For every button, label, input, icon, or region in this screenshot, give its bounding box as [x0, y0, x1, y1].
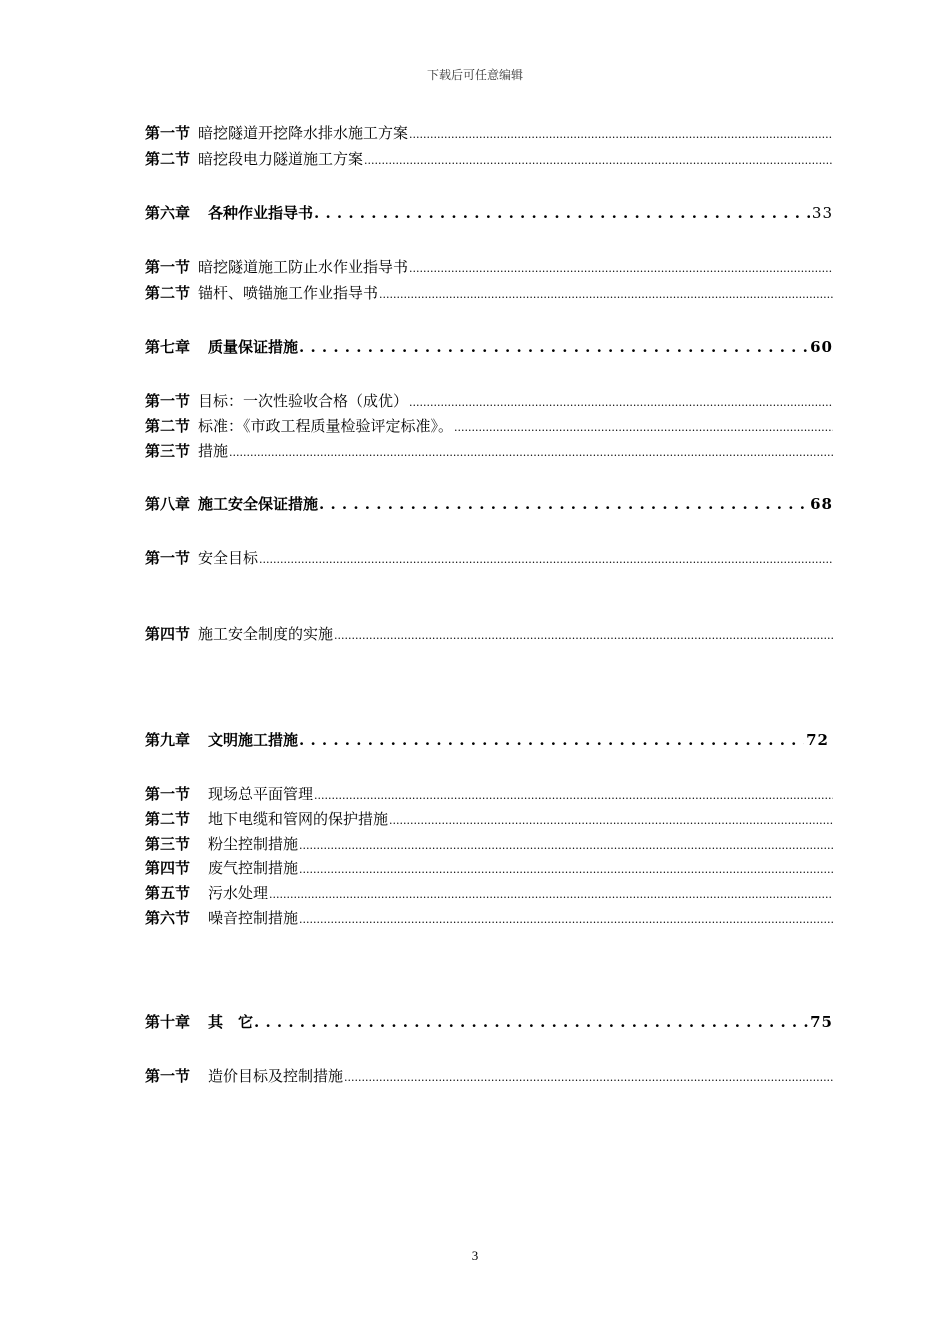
toc-entry-title: 锚杆、喷锚施工作业指导书 — [198, 284, 379, 302]
toc-entry-label — [145, 494, 318, 514]
toc-entry-number: 第一节 — [145, 1067, 191, 1085]
toc-entry-number: 第五节 — [145, 884, 191, 902]
toc-entry-label — [145, 149, 363, 169]
dot-leader — [314, 784, 833, 806]
dot-leader — [299, 834, 833, 856]
toc-entry-number: 第一节 — [145, 258, 191, 276]
dot-leader — [409, 123, 833, 145]
toc-entry-label — [145, 908, 298, 928]
toc-section-entry[interactable] — [145, 1066, 833, 1088]
toc-entry-label — [145, 1012, 253, 1032]
toc-section-entry[interactable] — [145, 123, 833, 145]
toc-entry-number: 第一节 — [145, 124, 191, 142]
dot-leader — [229, 441, 833, 463]
dot-leader — [259, 548, 833, 570]
dot-leader — [409, 257, 833, 279]
toc-section-entry[interactable] — [145, 809, 833, 831]
toc-entry-number: 第三节 — [145, 835, 191, 853]
toc-entry-number: 第一节 — [145, 549, 191, 567]
toc-entry-number: 第八章 — [145, 495, 191, 513]
toc-entry-label — [145, 123, 408, 143]
toc-entry-label — [145, 809, 388, 829]
toc-entry-title: 暗挖隧道开挖降水排水施工方案 — [198, 124, 409, 142]
toc-entry-title: 暗挖段电力隧道施工方案 — [198, 150, 364, 168]
toc-entry-title: 暗挖隧道施工防止水作业指导书 — [198, 258, 409, 276]
toc-section-entry[interactable] — [145, 624, 833, 646]
toc-entry-number: 第四节 — [145, 625, 191, 643]
toc-page-number: 60 — [810, 338, 833, 356]
toc-entry-label — [145, 391, 408, 411]
toc-page-number: 68 — [810, 495, 833, 513]
dot-leader — [454, 416, 833, 438]
toc-entry-label — [145, 337, 298, 357]
dot-leader — [409, 391, 833, 413]
toc-page-number: 75 — [810, 1013, 833, 1031]
dot-leader — [299, 730, 804, 750]
toc-entry-title: 施工安全制度的实施 — [198, 625, 334, 643]
toc-entry-label — [145, 283, 378, 303]
toc-entry-number: 第二节 — [145, 417, 191, 435]
toc-entry-number: 第二节 — [145, 150, 191, 168]
toc-entry-title: 标准：《市政工程质量检验评定标准》。 — [198, 417, 454, 435]
dot-leader — [254, 1012, 808, 1032]
toc-entry-number: 第七章 — [145, 338, 191, 356]
dot-leader — [389, 809, 833, 831]
toc-entry-number: 第二节 — [145, 810, 191, 828]
toc-entry-title: 各种作业指导书 — [208, 204, 314, 222]
toc-chapter-entry[interactable] — [145, 1012, 833, 1032]
toc-entry-title: 施工安全保证措施 — [198, 495, 319, 513]
toc-entry-label — [145, 883, 268, 903]
toc-entry-title: 造价目标及控制措施 — [208, 1067, 344, 1085]
toc-section-entry[interactable] — [145, 883, 833, 905]
toc-section-entry[interactable] — [145, 908, 833, 930]
toc-section-entry[interactable] — [145, 548, 833, 570]
toc-chapter-entry[interactable] — [145, 337, 833, 357]
toc-section-entry[interactable] — [145, 257, 833, 279]
toc-section-entry[interactable] — [145, 784, 833, 806]
toc-entry-title: 地下电缆和管网的保护措施 — [208, 810, 389, 828]
toc-entry-title: 质量保证措施 — [208, 338, 299, 356]
toc-entry-number: 第九章 — [145, 731, 191, 749]
toc-entry-title: 其 它 — [208, 1013, 254, 1031]
toc-entry-label — [145, 730, 298, 750]
toc-entry-number: 第六章 — [145, 204, 191, 222]
toc-entry-number: 第一节 — [145, 785, 191, 803]
toc-entry-label — [145, 441, 228, 461]
dot-leader — [334, 624, 833, 646]
toc-entry-label — [145, 548, 258, 568]
page-header: 下载后可任意编辑 — [426, 68, 523, 82]
toc-entry-title: 污水处理 — [208, 884, 269, 902]
toc-entry-label — [145, 624, 333, 644]
toc-entry-number: 第六节 — [145, 909, 191, 927]
toc-entry-number: 第三节 — [145, 442, 191, 460]
dot-leader — [269, 883, 833, 905]
toc-entry-number: 第二节 — [145, 284, 191, 302]
toc-entry-label — [145, 203, 313, 223]
toc-entry-number: 第十章 — [145, 1013, 191, 1031]
toc-chapter-entry[interactable] — [145, 494, 833, 514]
toc-entry-title: 目标：一次性验收合格（成优） — [198, 392, 409, 410]
toc-entry-title: 现场总平面管理 — [208, 785, 314, 803]
toc-page-number: 72 — [806, 731, 829, 749]
dot-leader — [319, 494, 808, 514]
toc-section-entry[interactable] — [145, 858, 833, 880]
toc-chapter-entry[interactable] — [145, 203, 833, 223]
page-number: 3 — [471, 1248, 479, 1263]
toc-entry-number: 第一节 — [145, 392, 191, 410]
toc-entry-label — [145, 1066, 343, 1086]
dot-leader — [364, 149, 833, 171]
toc-section-entry[interactable] — [145, 416, 833, 438]
toc-section-entry[interactable] — [145, 834, 833, 856]
toc-section-entry[interactable] — [145, 391, 833, 413]
toc-entry-title: 废气控制措施 — [208, 859, 299, 877]
toc-entry-label — [145, 784, 313, 804]
dot-leader — [314, 203, 810, 223]
toc-entry-title: 文明施工措施 — [208, 731, 299, 749]
dot-leader — [299, 858, 833, 880]
dot-leader — [299, 337, 808, 357]
toc-chapter-entry[interactable] — [145, 730, 829, 750]
toc-entry-title: 措施 — [198, 442, 229, 460]
toc-entry-label — [145, 257, 408, 277]
toc-section-entry[interactable] — [145, 283, 833, 305]
toc-entry-label — [145, 416, 453, 436]
toc-entry-number: 第四节 — [145, 859, 191, 877]
toc-entry-label — [145, 834, 298, 854]
toc-entry-title: 噪音控制措施 — [208, 909, 299, 927]
toc-page-number: 33 — [811, 204, 833, 222]
toc-section-entry[interactable] — [145, 441, 833, 463]
toc-entry-title: 安全目标 — [198, 549, 259, 567]
dot-leader — [344, 1066, 833, 1088]
toc-entry-title: 粉尘控制措施 — [208, 835, 299, 853]
dot-leader — [299, 908, 833, 930]
toc-entry-label — [145, 858, 298, 878]
dot-leader — [379, 283, 833, 305]
toc-section-entry[interactable] — [145, 149, 833, 171]
